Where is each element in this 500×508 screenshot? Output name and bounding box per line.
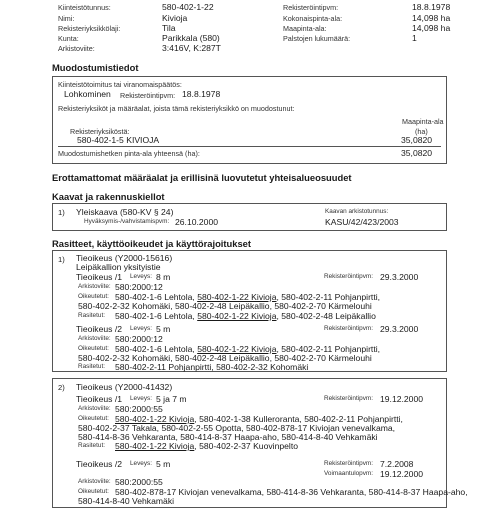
easement-1-1-registration-value: 29.3.2000: [380, 272, 419, 282]
zoning-archive-label: Kaavan arkistotunnus:: [325, 208, 389, 215]
formation-procedure-value: Lohkominen: [64, 89, 111, 99]
parcel-count-value: 1: [412, 33, 417, 43]
easement-2-1-beneficiaries-line2: 580-402-2-37 Takala, 580-402-2-55 Opotta, 580-402-878-17 Kiviojan venevalkama,: [78, 423, 396, 433]
source-area-value: 35,0820: [401, 135, 433, 145]
easement-2-1-width-label: Leveys:: [130, 395, 153, 402]
easement-1-2-registration-label: Rekisteröintipvm:: [324, 325, 374, 332]
zoning-heading: Kaavat ja rakennuskiellot: [52, 191, 165, 202]
property-id-value: 580-402-1-22: [162, 2, 214, 12]
source-unit-label: Rekisteriyksiköstä:: [70, 127, 130, 136]
registration-date-value: 18.8.1978: [412, 2, 451, 12]
unseparated-areas-heading: Erottamattomat määräalat ja erillisinä luovutetut yhteisalueosuudet: [52, 172, 352, 183]
easement-1-2-name: Tieoikeus /2: [76, 324, 123, 334]
easement-1-1-beneficiaries-highlight: 580-402-1-22 Kivioja: [197, 292, 277, 302]
easement-1-1-burdened-part-a: 580-402-1-6 Lehtola,: [115, 311, 198, 321]
easement-2-1-beneficiaries-label: Oikeutetut:: [78, 415, 109, 422]
easement-1-2-beneficiaries-part-b: , 580-402-2-11 Pohjanpirtti,: [276, 344, 381, 354]
easement-2-1-registration-label: Rekisteröintipvm:: [324, 395, 374, 402]
easement-2-1-archive-value: 580:2000:55: [115, 404, 163, 414]
easement-2-1-burdened-line: [115, 441, 298, 451]
name-label: Nimi:: [58, 14, 75, 23]
easement-2-1-burdened-highlight: 580-402-1-22 Kivioja: [115, 441, 195, 451]
zoning-approval-label: Hyväksymis-/vahvistamispvm:: [84, 218, 170, 225]
land-area-value: 14,098 ha: [412, 23, 451, 33]
formation-total-label: Muodostumishetken pinta-ala yhteensä (ha):: [58, 149, 200, 158]
easement-2-2-registration-value: 7.2.2008: [380, 459, 414, 469]
easement-2-1-burdened-label: Rasitetut:: [78, 442, 105, 449]
easement-1-1-archive-label: Arkistoviite:: [78, 283, 111, 290]
easement-2-2-archive-value: 580:2000:55: [115, 477, 163, 487]
zoning-plan-name: Yleiskaava (580-KV § 24): [76, 207, 174, 217]
easement-2-title: Tieoikeus (Y2000-41432): [76, 382, 173, 392]
easement-2-1-beneficiaries-highlight: 580-402-1-22 Kivioja: [115, 414, 195, 424]
easement-2-2-width-label: Leveys:: [130, 460, 153, 467]
formation-total-value: 35,0820: [401, 148, 433, 158]
easement-1-1-registration-label: Rekisteröintipvm:: [324, 273, 374, 280]
easement-1-2-archive-label: Arkistoviite:: [78, 335, 111, 342]
easement-2-2-beneficiaries-line1: 580-402-878-17 Kiviojan venevalkama, 580-414-8-36 Vehkaranta, 580-414-8-37 Haapa-aho,: [115, 487, 468, 497]
easement-1-1-burdened-label: Rasitetut:: [78, 312, 105, 319]
easement-2-2-name: Tieoikeus /2: [76, 459, 123, 469]
easement-1-1-beneficiaries-label: Oikeutetut:: [78, 293, 109, 300]
formation-registration-value: 18.8.1978: [182, 89, 221, 99]
easement-2-number: 2): [58, 383, 65, 392]
archive-ref-value: 3:416V, K:287T: [162, 43, 221, 53]
unit-type-value: Tila: [162, 23, 176, 33]
formation-intro: Rekisteriyksiköt ja määräalat, joista tämä rekisteriyksikkö on muodostunut:: [58, 104, 295, 113]
easement-1-1-burdened-line: [115, 311, 376, 321]
easement-2-2-archive-label: Arkistoviite:: [78, 478, 111, 485]
easement-1-2-beneficiaries-label: Oikeutetut:: [78, 345, 109, 352]
easement-2-2-width-value: 5 m: [156, 459, 171, 469]
easement-2-1-beneficiaries-part-b: , 580-402-1-38 Kulleroranta, 580-402-2-11 Pohjanpirtti,: [194, 414, 403, 424]
easement-2-1-beneficiaries-line3: 580-414-8-36 Vehkaranta, 580-414-8-37 Haapa-aho, 580-414-8-40 Vehkamäki: [78, 432, 378, 442]
easement-1-2-beneficiaries-line2: 580-402-2-32 Kohomäki, 580-402-2-48 Leipäkallio, 580-402-2-70 Kärmelouhi: [78, 353, 372, 363]
zoning-approval-date: 26.10.2000: [175, 217, 219, 227]
archive-ref-label: Arkistoviite:: [58, 44, 95, 53]
easement-1-2-burdened-line: 580-402-2-11 Pohjanpirtti, 580-402-2-32 Kohomäki: [115, 362, 309, 372]
zoning-number: 1): [58, 208, 65, 217]
formation-procedure-label: Kiinteistötoimitus tai viranomaispäätös:: [58, 80, 182, 89]
formation-divider: [58, 146, 441, 147]
easement-1-2-burdened-label: Rasitetut:: [78, 363, 105, 370]
name-value: Kivioja: [162, 13, 188, 23]
municipality-label: Kunta:: [58, 34, 79, 43]
registration-date-label: Rekisteröintipvm:: [283, 3, 339, 12]
easement-1-2-archive-value: 580:2000:12: [115, 334, 163, 344]
municipality-value: Parikkala (580): [162, 33, 220, 43]
easement-1-1-archive-value: 580:2000:12: [115, 282, 163, 292]
property-id-label: Kiinteistötunnus:: [58, 3, 111, 12]
easement-1-1-width-label: Leveys:: [130, 273, 153, 280]
easement-2-2-registration-label: Rekisteröintipvm:: [324, 460, 374, 467]
parcel-count-label: Palstojen lukumäärä:: [283, 34, 351, 43]
easement-1-2-registration-value: 29.3.2000: [380, 324, 419, 334]
easement-2-1-archive-label: Arkistoviite:: [78, 405, 111, 412]
easement-1-number: 1): [58, 255, 65, 264]
total-area-label: Kokonaispinta-ala:: [283, 14, 343, 23]
land-area-label: Maapinta-ala:: [283, 24, 327, 33]
zoning-archive-value: KASU/42/423/2003: [325, 217, 399, 227]
easements-heading: Rasitteet, käyttöoikeudet ja käyttörajoitukset: [52, 238, 252, 249]
easement-2-1-registration-value: 19.12.2000: [380, 394, 424, 404]
easement-1-title: Tieoikeus (Y2000-15616): [76, 253, 173, 263]
formation-heading: Muodostumistiedot: [52, 62, 139, 73]
easement-1-1-burdened-highlight: 580-402-1-22 Kivioja: [197, 311, 277, 321]
easement-1-1-width-value: 8 m: [156, 272, 171, 282]
easement-1-1-beneficiaries-part-a: 580-402-1-6 Lehtola,: [115, 292, 198, 302]
unit-type-label: Rekisteriyksikkölaji:: [58, 24, 121, 33]
land-area-column-header: Maapinta-ala: [402, 117, 444, 126]
easement-1-2-beneficiaries-highlight: 580-402-1-22 Kivioja: [197, 344, 277, 354]
land-area-unit-header: (ha): [415, 127, 428, 136]
source-unit-value: 580-402-1-5 KIVIOJA: [77, 135, 160, 145]
formation-registration-label: Rekisteröintipvm:: [120, 91, 176, 100]
easement-2-2-effective-label: Voimaantulopvm:: [324, 470, 374, 477]
easement-2-1-width-value: 5 ja 7 m: [156, 394, 187, 404]
easement-1-2-width-label: Leveys:: [130, 325, 153, 332]
easement-2-2-beneficiaries-label: Oikeutetut:: [78, 488, 109, 495]
easement-2-2-beneficiaries-line2: 580-414-8-40 Vehkamäki: [78, 496, 175, 506]
easement-1-1-name: Tieoikeus /1: [76, 272, 123, 282]
total-area-value: 14,098 ha: [412, 13, 451, 23]
easement-1-2-width-value: 5 m: [156, 324, 171, 334]
easement-2-1-burdened-part-b: , 580-402-2-37 Kuovinpelto: [194, 441, 298, 451]
easement-2-1-name: Tieoikeus /1: [76, 394, 123, 404]
easement-2-2-effective-value: 19.12.2000: [380, 469, 424, 479]
easement-1-subtitle: Leipäkallion yksityistie: [76, 262, 161, 272]
easement-1-1-beneficiaries-line2: 580-402-2-32 Kohomäki, 580-402-2-48 Leipäkallio, 580-402-2-70 Kärmelouhi: [78, 301, 372, 311]
easement-1-1-burdened-part-b: , 580-402-2-48 Leipäkallio: [276, 311, 376, 321]
easement-1-1-beneficiaries-part-b: , 580-402-2-11 Pohjanpirtti,: [276, 292, 381, 302]
easement-1-2-beneficiaries-part-a: 580-402-1-6 Lehtola,: [115, 344, 198, 354]
